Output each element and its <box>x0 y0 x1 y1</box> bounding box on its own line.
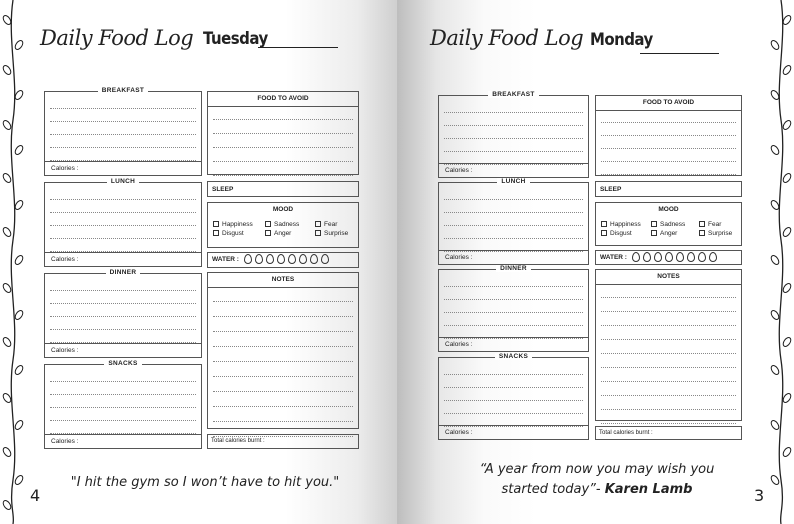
water-drop-icon[interactable] <box>288 254 296 264</box>
snacks-box[interactable] <box>438 353 589 440</box>
water-drop-icon[interactable] <box>687 252 695 262</box>
breakfast-box[interactable] <box>44 87 202 176</box>
day-label: Tuesday <box>203 29 268 49</box>
food-to-avoid-box[interactable] <box>207 91 359 175</box>
snacks-label: SNACKS <box>104 360 141 367</box>
total-calories-box[interactable] <box>207 434 359 449</box>
water-drop-icon[interactable] <box>255 254 263 264</box>
quote-author: Karen Lamb <box>604 482 693 497</box>
water-label: WATER : <box>212 256 239 263</box>
water-drop-icon[interactable] <box>709 252 717 262</box>
lunch-box[interactable] <box>44 178 202 267</box>
page-number: 4 <box>30 486 41 505</box>
water-drop-icon[interactable] <box>299 254 307 264</box>
notes-box[interactable] <box>595 269 742 421</box>
food-to-avoid-label: FOOD TO AVOID <box>596 96 741 111</box>
total-calories-label: Total calories burnt : <box>211 438 265 444</box>
dinner-box[interactable] <box>438 265 589 352</box>
mood-option-sadness[interactable]: Sadness <box>651 221 699 228</box>
lunch-box[interactable] <box>438 178 589 265</box>
mood-option-fear[interactable]: Fear <box>699 221 736 228</box>
breakfast-calories: Calories : <box>45 161 201 175</box>
water-drop-icon[interactable] <box>632 252 640 262</box>
sleep-label: SLEEP <box>212 186 234 193</box>
water-drop-icon[interactable] <box>310 254 318 264</box>
page-number: 3 <box>754 486 765 505</box>
water-drop-icon[interactable] <box>643 252 651 262</box>
day-underline <box>640 53 719 54</box>
lunch-label: LUNCH <box>497 178 529 185</box>
quote: "I hit the gym so I won’t have to hit you." <box>70 475 340 490</box>
total-calories-box[interactable] <box>595 426 742 440</box>
mood-label: MOOD <box>272 206 294 213</box>
water-box[interactable] <box>595 250 742 265</box>
water-drop-icon[interactable] <box>698 252 706 262</box>
right-page <box>397 0 794 524</box>
water-box[interactable] <box>207 252 359 268</box>
page-title: Daily Food Log <box>40 26 194 50</box>
mood-box[interactable] <box>595 202 742 246</box>
day-label: Monday <box>590 30 653 50</box>
water-drop-icon[interactable] <box>277 254 285 264</box>
mood-option-surprise[interactable]: Surprise <box>315 230 353 237</box>
notes-box[interactable] <box>207 272 359 429</box>
snacks-box[interactable] <box>44 360 202 449</box>
water-drop-icon[interactable] <box>654 252 662 262</box>
water-drop-icon[interactable] <box>665 252 673 262</box>
mood-option-happiness[interactable]: Happiness <box>601 221 651 228</box>
water-label: WATER : <box>600 254 627 261</box>
quote <box>447 460 747 500</box>
snacks-calories: Calories : <box>439 425 588 439</box>
mood-option-happiness[interactable]: Happiness <box>213 221 265 228</box>
sleep-box[interactable] <box>595 181 742 197</box>
water-drop-icon[interactable] <box>244 254 252 264</box>
water-drop-icon[interactable] <box>321 254 329 264</box>
quote-line-2: started today”- <box>501 482 605 497</box>
breakfast-calories: Calories : <box>439 163 588 177</box>
mood-option-surprise[interactable]: Surprise <box>699 230 736 237</box>
snacks-label: SNACKS <box>495 353 532 360</box>
mood-label: MOOD <box>658 206 679 213</box>
dinner-calories: Calories : <box>439 337 588 351</box>
mood-option-disgust[interactable]: Disgust <box>601 230 651 237</box>
breakfast-label: BREAKFAST <box>488 91 538 98</box>
sleep-box[interactable] <box>207 181 359 197</box>
mood-option-anger[interactable]: Anger <box>651 230 699 237</box>
day-underline <box>258 47 338 48</box>
food-to-avoid-box[interactable] <box>595 95 742 176</box>
breakfast-box[interactable] <box>438 91 589 178</box>
page-title: Daily Food Log <box>430 26 584 50</box>
dinner-calories: Calories : <box>45 343 201 357</box>
lunch-calories: Calories : <box>45 252 201 266</box>
dinner-label: DINNER <box>106 269 141 276</box>
lunch-label: LUNCH <box>107 178 139 185</box>
food-to-avoid-label: FOOD TO AVOID <box>208 92 358 107</box>
floral-vine-border-icon <box>770 0 792 524</box>
quote-line-1: “A year from now you may wish you <box>479 462 715 477</box>
lunch-calories: Calories : <box>439 250 588 264</box>
floral-vine-border-icon <box>2 0 24 524</box>
mood-option-disgust[interactable]: Disgust <box>213 230 265 237</box>
dinner-label: DINNER <box>496 265 531 272</box>
water-drop-icon[interactable] <box>676 252 684 262</box>
total-calories-label: Total calories burnt : <box>599 430 653 436</box>
mood-option-anger[interactable]: Anger <box>265 230 315 237</box>
sleep-label: SLEEP <box>600 186 622 193</box>
mood-box[interactable] <box>207 202 359 248</box>
mood-option-sadness[interactable]: Sadness <box>265 221 315 228</box>
notes-label: NOTES <box>596 270 741 285</box>
mood-option-fear[interactable]: Fear <box>315 221 353 228</box>
notes-label: NOTES <box>208 273 358 288</box>
breakfast-label: BREAKFAST <box>98 87 148 94</box>
dinner-box[interactable] <box>44 269 202 358</box>
water-drop-icon[interactable] <box>266 254 274 264</box>
snacks-calories: Calories : <box>45 434 201 448</box>
